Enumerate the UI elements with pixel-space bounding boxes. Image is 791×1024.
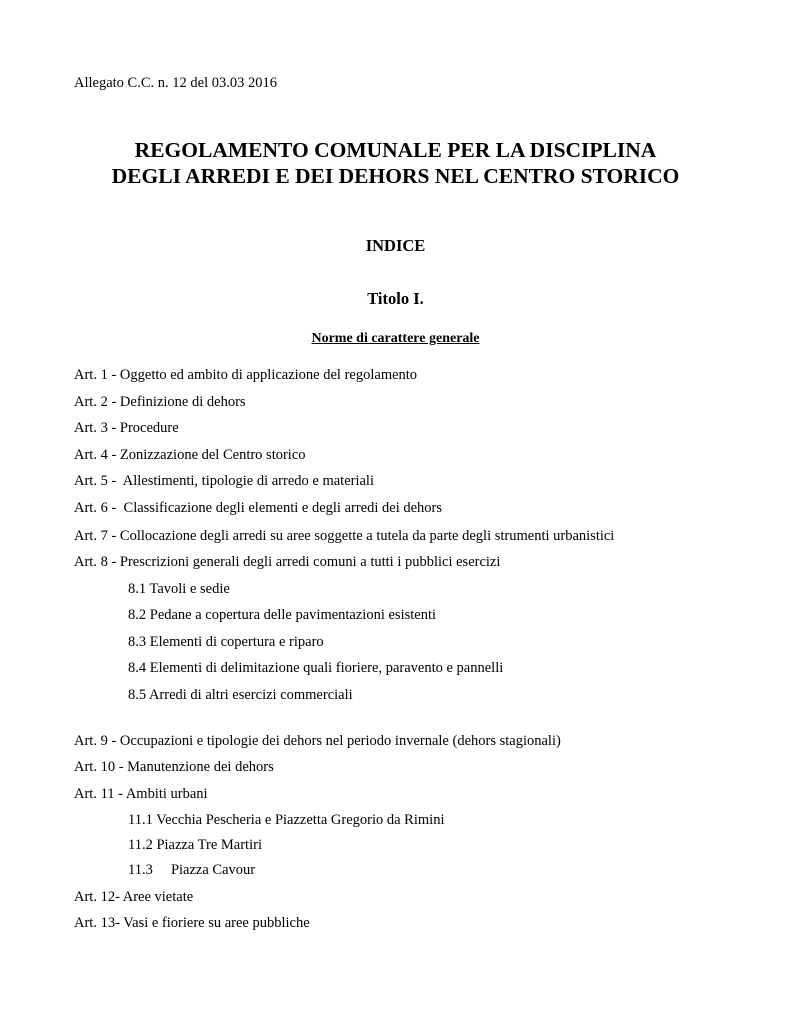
toc-item: Art. 11 - Ambiti urbani: [74, 786, 208, 802]
toc-subitem: 8.2 Pedane a copertura delle pavimentazioni esistenti: [128, 607, 437, 623]
toc-item: Art. 8 - Prescrizioni generali degli arredi comuni a tutti i pubblici esercizi: [74, 554, 501, 570]
index-heading: INDICE: [365, 236, 426, 255]
toc-item: Art. 7 - Collocazione degli arredi su aree soggette a tutela da parte degli strumenti urbanistici: [74, 528, 615, 544]
titolo-heading: Titolo I.: [367, 289, 424, 308]
toc-subitem: 8.3 Elementi di copertura e riparo: [128, 634, 324, 650]
toc-item: Art. 10 - Manutenzione dei dehors: [74, 759, 274, 775]
section-heading: Norme di carattere generale: [311, 331, 480, 346]
toc-item: Art. 2 - Definizione di dehors: [74, 394, 246, 410]
toc-subitem: 8.1 Tavoli e sedie: [128, 581, 230, 597]
toc-item: Art. 13- Vasi e fioriere su aree pubbliche: [74, 915, 310, 931]
toc-item: Art. 4 - Zonizzazione del Centro storico: [74, 447, 306, 463]
toc-item: Art. 1 - Oggetto ed ambito di applicazione del regolamento: [74, 367, 418, 383]
toc-item: Art. 12- Aree vietate: [74, 889, 194, 905]
toc-subitem: 11.3 Piazza Cavour: [128, 862, 256, 878]
title-line-2: DEGLI ARREDI E DEI DEHORS NEL CENTRO STORICO: [111, 164, 680, 188]
toc-subitem: 11.2 Piazza Tre Martiri: [128, 837, 262, 853]
toc-subitem: 8.4 Elementi di delimitazione quali fioriere, paravento e pannelli: [128, 660, 504, 676]
document-reference: Allegato C.C. n. 12 del 03.03 2016: [74, 75, 277, 91]
toc-subitem: 8.5 Arredi di altri esercizi commerciali: [128, 687, 353, 703]
toc-subitem: 11.1 Vecchia Pescheria e Piazzetta Gregorio da Rimini: [128, 812, 445, 828]
toc-item: Art. 6 - Classificazione degli elementi e degli arredi dei dehors: [74, 500, 443, 516]
title-line-1: REGOLAMENTO COMUNALE PER LA DISCIPLINA: [134, 138, 657, 162]
toc-item: Art. 5 - Allestimenti, tipologie di arredo e materiali: [74, 473, 374, 489]
toc-item: Art. 9 - Occupazioni e tipologie dei dehors nel periodo invernale (dehors stagionali): [74, 733, 561, 749]
toc-item: Art. 3 - Procedure: [74, 420, 179, 436]
